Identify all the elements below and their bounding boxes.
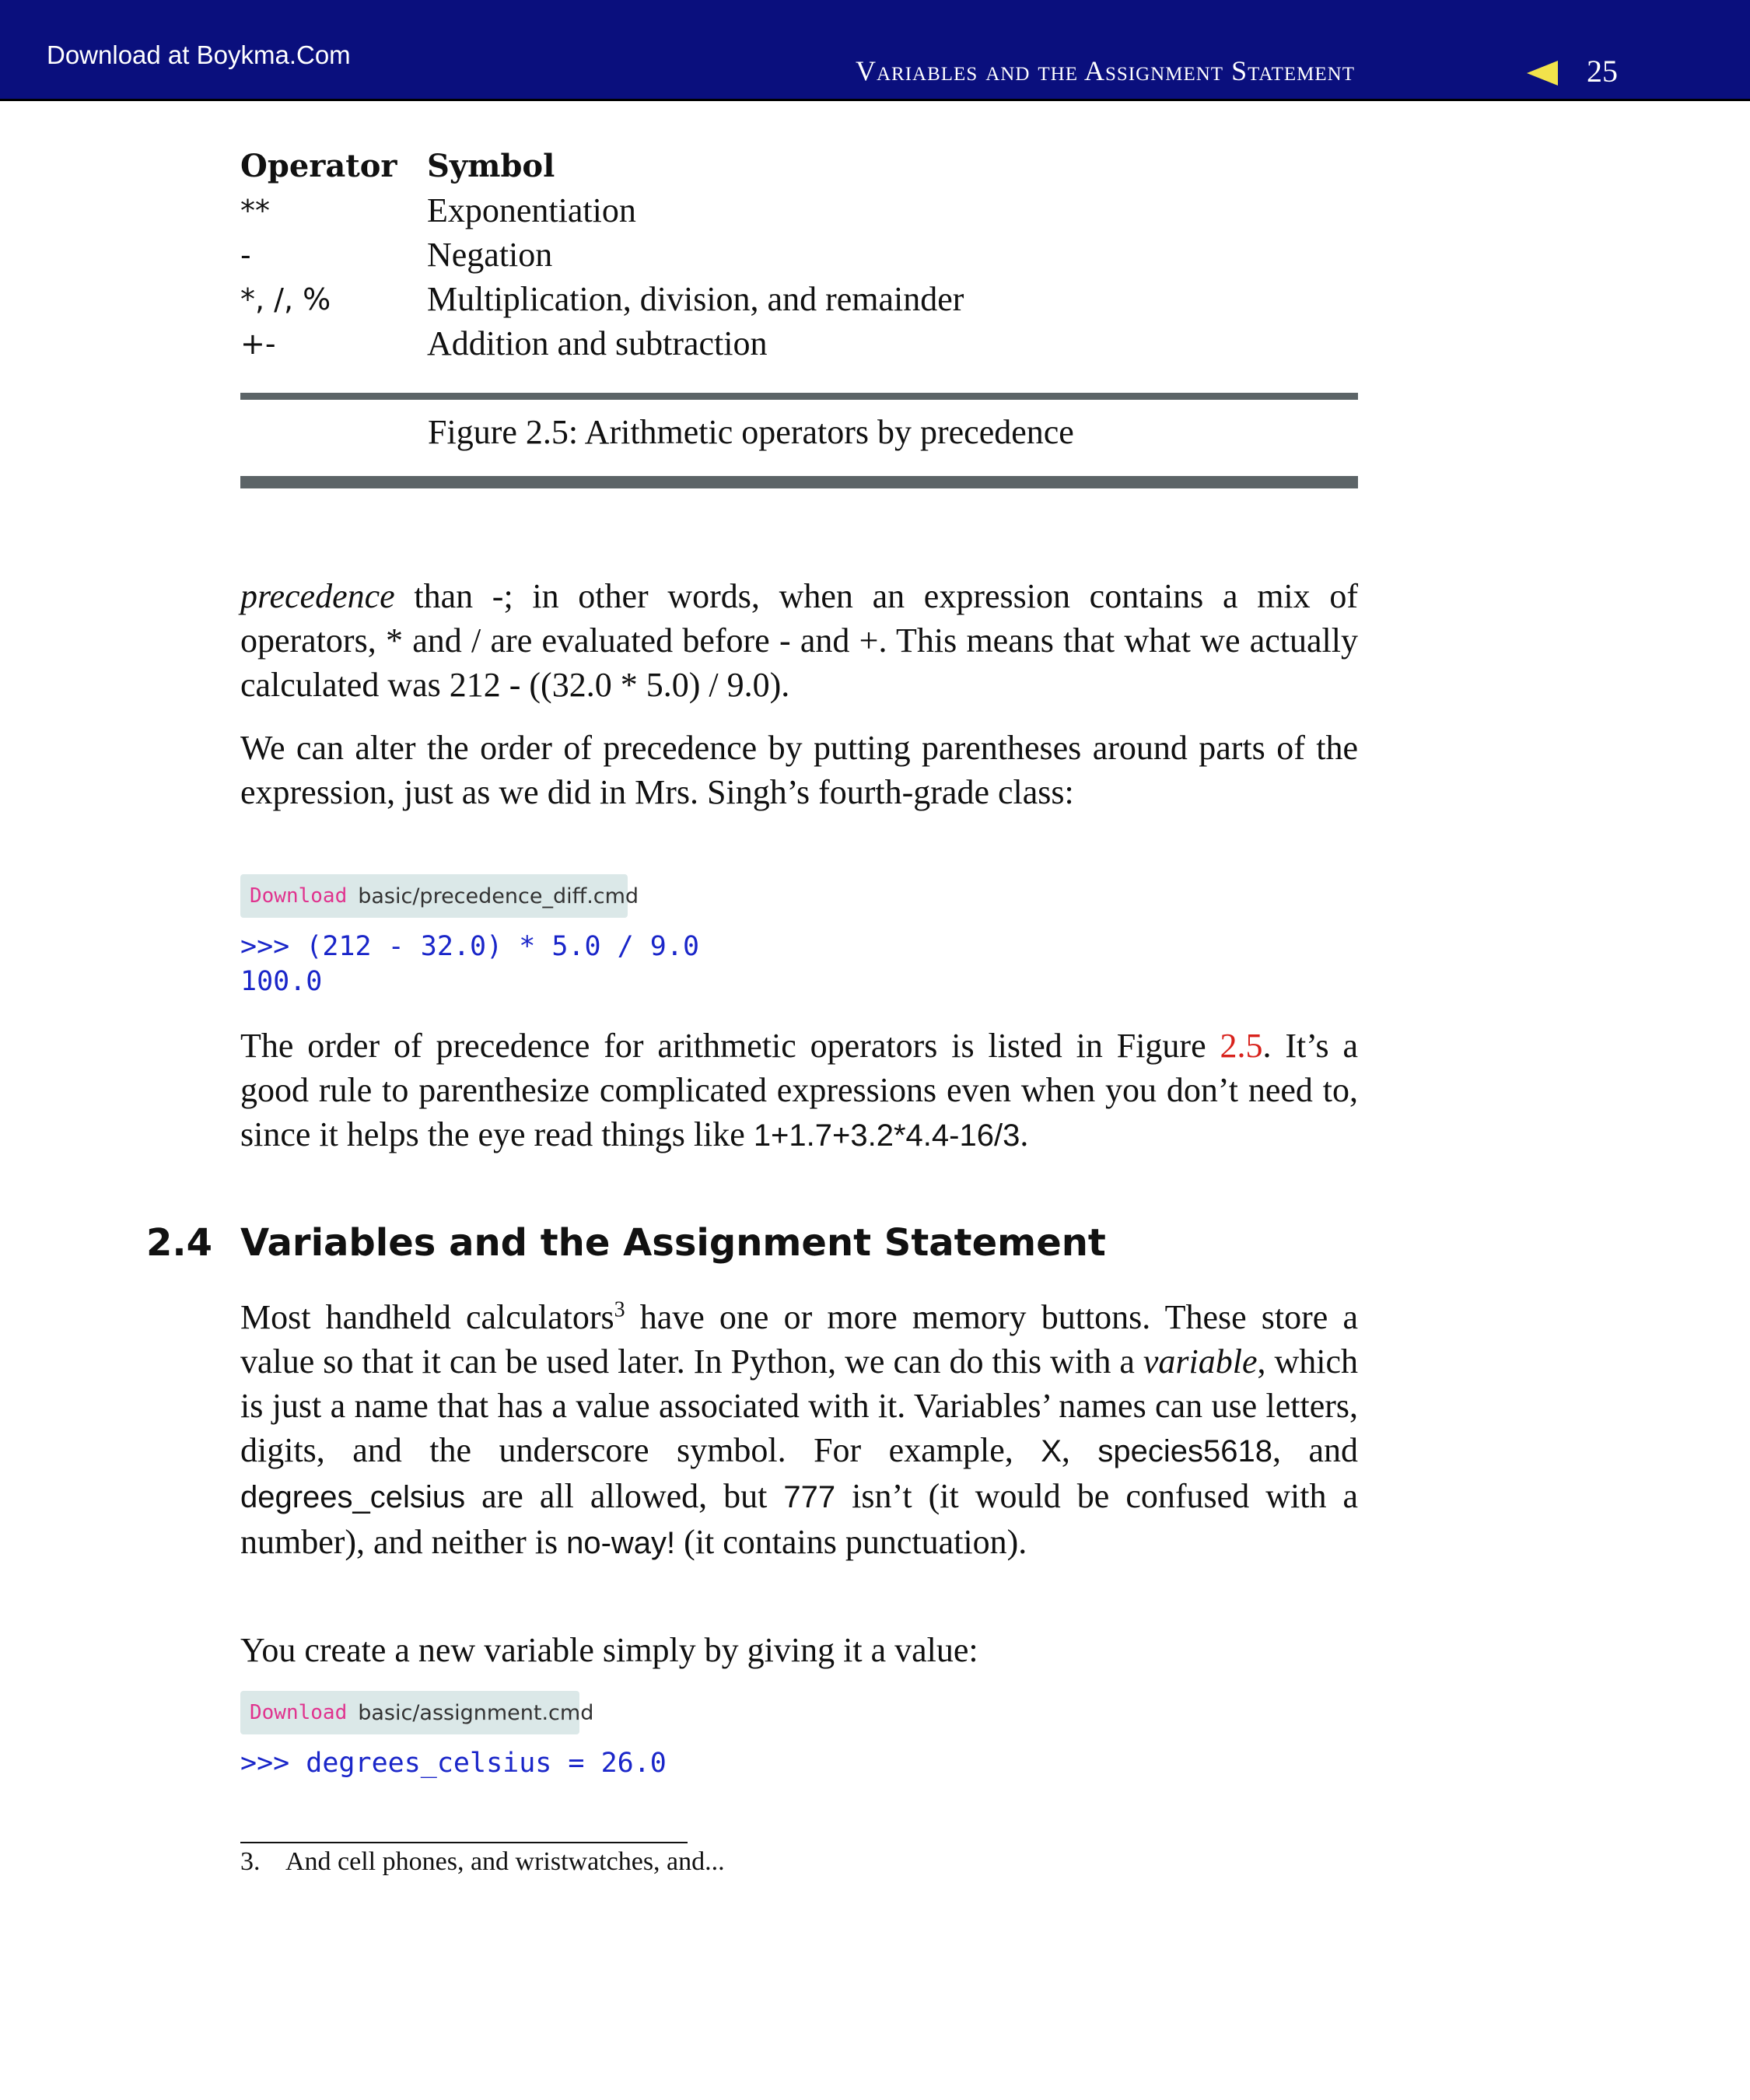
download-link-assignment[interactable] xyxy=(240,1691,594,1734)
download-label: Download xyxy=(250,1701,348,1724)
column-header-symbol: Symbol xyxy=(427,148,555,184)
figure-bottom-rule xyxy=(240,476,1358,488)
download-path: basic/assignment.cmd xyxy=(358,1700,594,1725)
code-line: >>> degrees_celsius = 26.0 xyxy=(240,1748,667,1779)
operator-cell: +- xyxy=(240,326,276,361)
footnote-marker[interactable]: 3 xyxy=(614,1297,625,1322)
paragraph-variables xyxy=(240,1295,1358,1566)
download-link-precedence-diff[interactable] xyxy=(240,874,639,918)
emphasis-variable: variable xyxy=(1143,1342,1258,1381)
paragraph-text: Most handheld calculators xyxy=(240,1298,614,1336)
operator-cell: - xyxy=(240,237,251,272)
inline-code: no-way! xyxy=(566,1526,676,1560)
paragraph-create-variable: You create a new variable simply by giving it a value: xyxy=(240,1631,978,1669)
footnote xyxy=(240,1847,725,1877)
inline-code: species5618 xyxy=(1097,1434,1272,1468)
paragraph-text: , xyxy=(1061,1431,1098,1469)
paragraph-text: are all allowed, but xyxy=(465,1477,784,1515)
operator-cell: ** xyxy=(240,193,270,228)
paragraph-text: (it contains punctuation). xyxy=(675,1523,1027,1561)
symbol-cell: Negation xyxy=(427,236,553,274)
code-output: 100.0 xyxy=(240,966,323,997)
paragraph-text: The order of precedence for arithmetic operators is listed in Figure xyxy=(240,1027,1220,1065)
paragraph-order-of-precedence xyxy=(240,1024,1358,1158)
inline-code: X xyxy=(1041,1434,1062,1468)
code-block-precedence xyxy=(240,929,699,999)
paragraph-parentheses: We can alter the order of precedence by putting parentheses around parts of the expression, just as we did in Mrs. Singh’s fourth-grade class: xyxy=(240,729,1358,811)
paragraph-text: , and xyxy=(1272,1431,1359,1469)
paragraph-precedence xyxy=(240,574,1358,707)
inline-code: degrees_celsius xyxy=(240,1480,466,1514)
paragraph-text: isn’t (it would be confused with a number), and neither is xyxy=(240,1477,1358,1561)
code-block-assignment xyxy=(240,1746,667,1781)
download-label: Download xyxy=(250,884,348,908)
paragraph-text: . It’s a good rule to parenthesize complicated expressions even when you don’t need to, since it helps the eye read things like xyxy=(240,1027,1359,1153)
emphasis-precedence: precedence xyxy=(240,577,395,615)
table-row xyxy=(240,233,1360,277)
figure-top-rule xyxy=(240,393,1358,400)
operator-precedence-table xyxy=(240,144,1360,366)
inline-code: 1+1.7+3.2*4.4-16/3 xyxy=(753,1118,1020,1153)
symbol-cell: Addition and subtraction xyxy=(427,324,768,362)
previous-page-arrow-icon[interactable] xyxy=(1527,61,1558,86)
paragraph-text: than -; in other words, when an expression contains a mix of operators, * and / are evaluated before - and +. This means that what we actually calculated was 212 - ((32.0 * 5.0) / 9.0). xyxy=(240,577,1358,704)
running-title: Variables and the Assignment Statement xyxy=(856,55,1356,86)
inline-code: 777 xyxy=(783,1480,836,1514)
section-heading xyxy=(146,1221,1106,1265)
page-number: 25 xyxy=(1587,54,1618,89)
column-header-operator: Operator xyxy=(240,148,397,184)
figure-caption: Figure 2.5: Arithmetic operators by precedence xyxy=(428,413,1074,451)
section-number: 2.4 xyxy=(146,1221,213,1265)
page-header xyxy=(0,0,1750,101)
table-row xyxy=(240,188,1360,233)
operator-cell: *, /, % xyxy=(240,282,331,317)
symbol-cell: Multiplication, division, and remainder xyxy=(427,280,964,318)
symbol-cell: Exponentiation xyxy=(427,191,636,229)
paragraph-text: , which is just a name that has a value associated with it. Variables’ names can use letters, digits, and the underscore symbol. For example, xyxy=(240,1342,1359,1469)
section-title: Variables and the Assignment Statement xyxy=(240,1221,1106,1265)
footnote-text: And cell phones, and wristwatches, and... xyxy=(285,1847,725,1876)
figure-reference-link[interactable]: 2.5 xyxy=(1220,1027,1263,1065)
watermark-link[interactable]: Download at Boykma.Com xyxy=(47,40,351,69)
footnote-rule xyxy=(240,1842,688,1843)
table-row xyxy=(240,321,1360,366)
code-line: >>> (212 - 32.0) * 5.0 / 9.0 xyxy=(240,931,700,962)
paragraph-text: . xyxy=(1020,1115,1029,1153)
footnote-number: 3. xyxy=(240,1847,261,1876)
paragraph-text: have one or more memory buttons. These store a value so that it can be used later. In Python, we can do this with a xyxy=(240,1298,1358,1381)
download-path: basic/precedence_diff.cmd xyxy=(358,884,639,908)
table-header-row xyxy=(240,144,1360,188)
table-row xyxy=(240,277,1360,321)
